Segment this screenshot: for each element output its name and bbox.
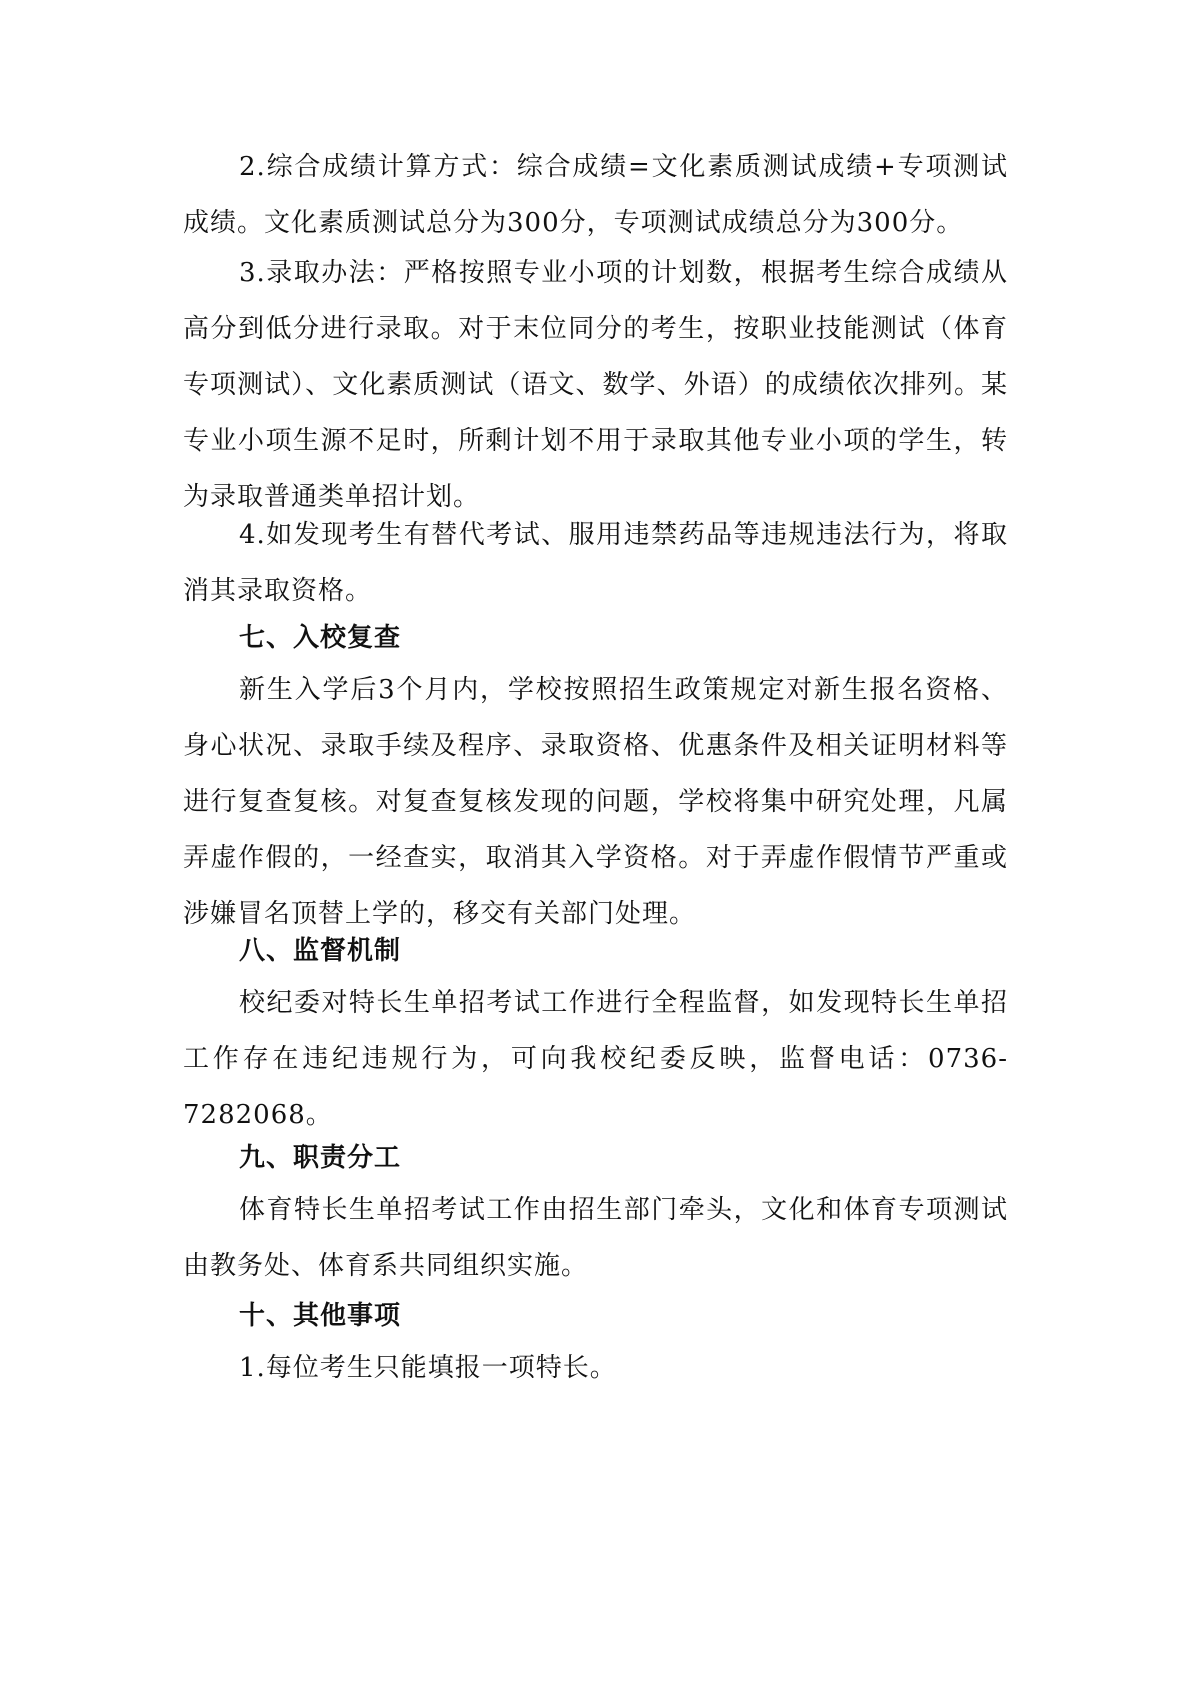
heading-section-10: 十、其他事项 — [239, 1301, 402, 1331]
paragraph-score-calculation: 2.综合成绩计算方式：综合成绩=文化素质测试成绩+专项测试成绩。文化素质测试总分为300分，专项测试成绩总分为300分。 — [183, 152, 1008, 238]
paragraph-supervision: 校纪委对特长生单招考试工作进行全程监督，如发现特长生单招工作存在违纪违规行为，可向我校纪委反映，监督电话：0736-7282068。 — [183, 988, 1008, 1130]
paragraph-other-item-1: 1.每位考生只能填报一项特长。 — [239, 1353, 617, 1383]
paragraph-violation-rule: 4.如发现考生有替代考试、服用违禁药品等违规违法行为，将取消其录取资格。 — [183, 520, 1008, 606]
heading-section-9: 九、职责分工 — [239, 1143, 402, 1173]
heading-section-7: 七、入校复查 — [239, 623, 402, 653]
heading-section-8: 八、监督机制 — [239, 936, 402, 966]
paragraph-admission-method: 3.录取办法：严格按照专业小项的计划数，根据考生综合成绩从高分到低分进行录取。对于末位同分的考生，按职业技能测试（体育专项测试）、文化素质测试（语文、数学、外语）的成绩依次排列。某专业小项生源不足时，所剩计划不用于录取其他专业小项的学生，转为录取普通类单招计划。 — [183, 258, 1008, 512]
paragraph-responsibilities: 体育特长生单招考试工作由招生部门牵头，文化和体育专项测试由教务处、体育系共同组织实施。 — [183, 1195, 1008, 1281]
paragraph-enrollment-review: 新生入学后3个月内，学校按照招生政策规定对新生报名资格、身心状况、录取手续及程序、录取资格、优惠条件及相关证明材料等进行复查复核。对复查复核发现的问题，学校将集中研究处理，凡属弄虚作假的，一经查实，取消其入学资格。对于弄虚作假情节严重或涉嫌冒名顶替上学的，移交有关部门处理。 — [183, 675, 1008, 929]
